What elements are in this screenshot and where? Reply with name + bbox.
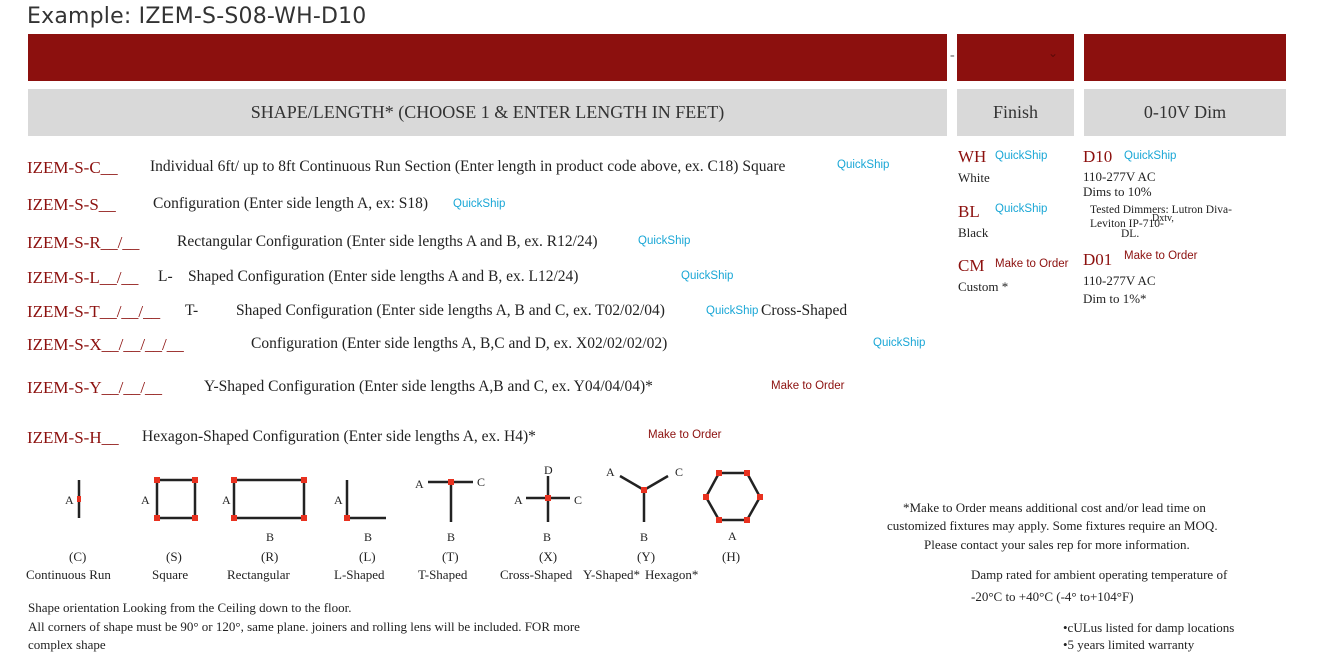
tested-dimmers-dl: DL.: [1121, 228, 1140, 240]
option-code[interactable]: IZEM-S-H__: [27, 428, 119, 447]
tested-dimmers-leviton: Leviton IP-710-: [1090, 218, 1164, 230]
option-desc: Individual 6ft/ up to 8ft Continuous Run Section (Enter length in product code above, ex. C18) Square: [150, 158, 786, 175]
dim-code[interactable]: D10: [1083, 147, 1113, 166]
option-code[interactable]: IZEM-S-S__: [27, 195, 116, 214]
shape-s-name: Square: [152, 567, 189, 582]
dim-voltage: 110-277V AC: [1083, 273, 1156, 288]
damp-rating-note: Damp rated for ambient operating temperature of: [971, 567, 1228, 582]
option-code[interactable]: IZEM-S-R__/__: [27, 233, 140, 252]
shape-t-letter: (T): [442, 549, 459, 564]
make-to-order-badge: Make to Order: [648, 429, 722, 441]
chevron-down-icon[interactable]: ⌄: [1048, 46, 1059, 60]
make-to-order-badge: Make to Order: [1124, 250, 1198, 262]
square-shape: [157, 480, 195, 518]
quickship-badge: QuickShip: [706, 305, 759, 317]
shape-c-label-a: A: [65, 493, 74, 507]
option-desc: Hexagon-Shaped Configuration (Enter side lengths A, ex. H4)*: [142, 428, 536, 445]
orientation-note-2: All corners of shape must be 90° or 120°, same plane. joiners and rolling lens will be included. FOR more: [28, 619, 580, 634]
hexagon-shape: [706, 473, 760, 520]
shape-y-name: Y-Shaped*: [583, 567, 641, 582]
quickship-badge: QuickShip: [638, 235, 691, 247]
option-code[interactable]: IZEM-S-Y__/__/__: [27, 378, 163, 397]
option-code[interactable]: IZEM-S-C__: [27, 158, 118, 177]
shape-t-name: T-Shaped: [418, 567, 468, 582]
option-desc: Y-Shaped Configuration (Enter side lengths A,B and C, ex. Y04/04/04)*: [204, 378, 653, 395]
shape-r-name: Rectangular: [227, 567, 290, 582]
make-to-order-badge: Make to Order: [995, 258, 1069, 270]
dim-voltage: 110-277V AC: [1083, 169, 1156, 184]
shape-length-header: SHAPE/LENGTH* (CHOOSE 1 & ENTER LENGTH IN FEET): [28, 89, 947, 136]
dim-code[interactable]: D01: [1083, 250, 1113, 269]
shape-x-label-b: B: [543, 530, 552, 543]
culus-listing: •cULus listed for damp locations: [1063, 620, 1235, 635]
option-desc: Configuration (Enter side lengths A, B,C and D, ex. X02/02/02/02): [251, 335, 668, 352]
shape-s-label-a: A: [141, 493, 150, 507]
finish-code[interactable]: CM: [958, 256, 985, 275]
finish-header: Finish: [957, 89, 1074, 136]
option-desc: Shaped Configuration (Enter side lengths A, B and C, ex. T02/02/04): [236, 302, 665, 319]
finish-name: White: [958, 170, 990, 185]
dim-header: 0-10V Dim: [1084, 89, 1286, 136]
shape-l-letter: (L): [359, 549, 376, 564]
shape-h-name: Hexagon*: [645, 567, 699, 582]
shape-r-letter: (R): [261, 549, 279, 564]
shape-h-letter: (H): [722, 549, 741, 564]
shape-y-letter: (Y): [637, 549, 656, 564]
rectangular-shape: [234, 480, 304, 518]
shape-c-name: Continuous Run: [26, 567, 111, 582]
quickship-badge: QuickShip: [995, 150, 1048, 162]
quickship-badge: QuickShip: [453, 198, 506, 210]
shape-t-label-c: C: [477, 475, 486, 489]
temperature-range: -20°C to +40°C (-4° to+104°F): [971, 589, 1134, 604]
y-shape-left: [620, 476, 644, 490]
option-prefix: T-: [185, 302, 199, 319]
finish-code[interactable]: WH: [958, 147, 987, 166]
finish-name: Black: [958, 225, 989, 240]
make-to-order-note-1: *Make to Order means additional cost and/or lead time on: [903, 500, 1206, 515]
option-code[interactable]: IZEM-S-X__/__/__/__: [27, 335, 184, 354]
option-extra: Cross-Shaped: [761, 302, 848, 319]
quickship-badge: QuickShip: [873, 337, 926, 349]
warranty-note: •5 years limited warranty: [1063, 637, 1195, 652]
shape-y-label-b: B: [640, 530, 649, 543]
shape-s-letter: (S): [166, 549, 182, 564]
shape-r-label-a: A: [222, 493, 231, 507]
l-shape: [347, 480, 386, 518]
dim-range: Dim to 1%*: [1083, 291, 1147, 306]
shape-c-letter: (C): [69, 549, 87, 564]
shape-x-label-d: D: [544, 463, 553, 477]
quickship-badge: QuickShip: [837, 159, 890, 171]
code-separator: -: [950, 48, 955, 63]
make-to-order-badge: Make to Order: [771, 380, 845, 392]
shape-l-label-a: A: [334, 493, 343, 507]
dim-range: Dims to 10%: [1083, 184, 1152, 199]
make-to-order-note-2: customized fixtures may apply. Some fixtures require an MOQ.: [887, 518, 1218, 533]
shape-x-label-a: A: [514, 493, 523, 507]
page-title: Example: IZEM-S-S08-WH-D10: [27, 4, 367, 29]
option-code[interactable]: IZEM-S-T__/__/__: [27, 302, 161, 321]
tested-dimmers-dxtv: Dxtv,: [1152, 213, 1174, 224]
finish-name: Custom *: [958, 279, 1009, 294]
quickship-badge: QuickShip: [681, 270, 734, 282]
shape-r-label-b: B: [266, 530, 275, 543]
make-to-order-note-3: Please contact your sales rep for more information.: [924, 537, 1190, 552]
shape-x-name: Cross-Shaped: [500, 567, 573, 582]
option-code[interactable]: IZEM-S-L__/__: [27, 268, 139, 287]
dim-select[interactable]: [1084, 34, 1286, 81]
orientation-note-1: Shape orientation Looking from the Ceiling down to the floor.: [28, 600, 352, 615]
finish-code[interactable]: BL: [958, 202, 980, 221]
shape-x-label-c: C: [574, 493, 583, 507]
option-desc: Configuration (Enter side length A, ex: S18): [153, 195, 429, 212]
quickship-badge: QuickShip: [1124, 150, 1177, 162]
quickship-badge: QuickShip: [995, 203, 1048, 215]
shape-y-label-a: A: [606, 465, 615, 479]
tested-dimmers: Tested Dimmers: Lutron Diva-: [1090, 204, 1232, 216]
option-prefix: L-: [158, 268, 173, 285]
shape-y-label-c: C: [675, 465, 684, 479]
shape-l-label-b: B: [364, 530, 373, 543]
shape-code-input[interactable]: [28, 34, 947, 81]
shape-h-label-a: A: [728, 529, 737, 543]
y-shape-right: [644, 476, 668, 490]
shape-x-letter: (X): [539, 549, 558, 564]
shape-t-label-a: A: [415, 477, 424, 491]
shape-l-name: L-Shaped: [334, 567, 385, 582]
shape-diagrams: [20, 458, 780, 543]
option-desc: Shaped Configuration (Enter side lengths A and B, ex. L12/24): [188, 268, 579, 285]
option-desc: Rectangular Configuration (Enter side lengths A and B, ex. R12/24): [177, 233, 598, 250]
shape-t-label-b: B: [447, 530, 456, 543]
orientation-note-3: complex shape: [28, 637, 106, 652]
